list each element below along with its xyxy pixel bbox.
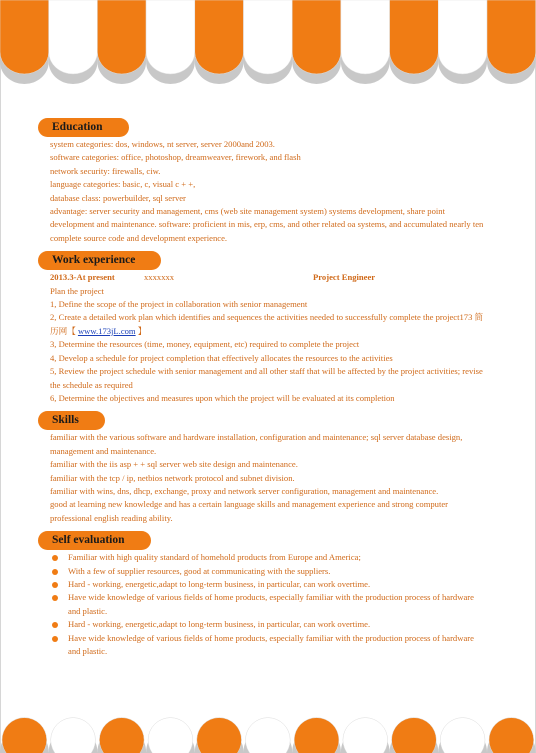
awning-scallop <box>51 718 96 753</box>
bullet-icon <box>52 595 58 601</box>
awning-stripe <box>341 0 390 74</box>
link-bracket: 】 <box>135 325 147 336</box>
awning-scallop <box>392 718 437 753</box>
education-header: Education <box>38 118 129 137</box>
work-section <box>36 251 486 405</box>
list-item <box>52 591 486 618</box>
skills-header: Skills <box>38 411 105 430</box>
awning-stripe <box>292 0 341 74</box>
resume-content <box>36 118 486 658</box>
awning-scallop <box>343 718 388 753</box>
list-item <box>52 551 486 564</box>
awning-stripe <box>97 0 146 74</box>
education-line: network security: firewalls, ciw. <box>50 165 161 176</box>
education-line: database class: powerbuilder, sql server <box>50 192 186 203</box>
job-date: 2013.3-At present <box>50 272 115 283</box>
work-item: 4, Develop a schedule for project completion that effectively allocates the resources to the activities <box>50 352 393 363</box>
skill-line: familiar with wins, dns, dhcp, exchange, proxy and network server configuration, management and maintenance. <box>50 485 439 496</box>
awning-scallop <box>440 718 485 753</box>
work-item: 3, Determine the resources (time, money, equipment, etc) required to complete the project <box>50 339 360 350</box>
education-line: language categories: basic, c, visual c + +, <box>50 179 196 190</box>
self-evaluation-section <box>36 531 486 658</box>
job-company: xxxxxxx <box>144 272 175 283</box>
bullet-icon <box>52 569 58 575</box>
list-item <box>52 632 486 659</box>
self-evaluation-header: Self evaluation <box>38 531 151 550</box>
awning-scallop <box>489 718 534 753</box>
awning-stripe <box>0 0 49 74</box>
work-body <box>36 271 486 405</box>
list-item-text: With a few of supplier resources, good at communicating with the suppliers. <box>68 565 331 576</box>
awning-scallop <box>246 718 291 753</box>
awning-top-decoration <box>0 0 536 90</box>
awning-stripe <box>195 0 244 74</box>
work-item <box>50 311 486 338</box>
skills-section <box>36 411 486 525</box>
education-line: advantage: server security and management, cms (web site management system) systems development, share point development and maintenance. software: proficient in mis, erp, cms, and other related oa systems, and accumulated nearly ten complete source code and development experience. <box>50 206 484 243</box>
work-item: 1, Define the scope of the project in collaboration with senior management <box>50 299 308 310</box>
work-header: Work experience <box>38 251 161 270</box>
list-item-text: Have wide knowledge of various fields of home products, especially familiar with the production process of hardware and plastic. <box>68 632 474 656</box>
bullet-icon <box>52 582 58 588</box>
bullet-icon <box>52 636 58 642</box>
work-item-text: 2, Create a detailed work plan which identifies and sequences the activities needed to successfully complete the project173 简历网【 <box>50 312 484 336</box>
awning-scallop <box>294 718 339 753</box>
list-item-text: Hard - working, energetic,adapt to long-term business, in particular, can work overtime. <box>68 578 371 589</box>
skills-body <box>36 431 486 525</box>
awning-scallop <box>2 718 47 753</box>
awning-bottom-decoration <box>0 708 536 753</box>
awning-stripe <box>487 0 536 74</box>
awning-stripe <box>438 0 487 74</box>
list-item <box>52 618 486 631</box>
skill-line: familiar with the tcp / ip, netbios network protocol and subnet division. <box>50 472 295 483</box>
work-intro: Plan the project <box>50 285 104 296</box>
bullet-icon <box>52 622 58 628</box>
work-item: 5, Review the project schedule with senior management and all other staff that will be affected by the project activities; revise the schedule as required <box>50 366 483 390</box>
self-evaluation-list <box>36 551 486 658</box>
resume-site-link[interactable]: www.173jL.com <box>77 325 136 336</box>
list-item <box>52 578 486 591</box>
awning-scallop <box>197 718 242 753</box>
list-item <box>52 565 486 578</box>
list-item-text: Have wide knowledge of various fields of home products, especially familiar with the production process of hardware and plastic. <box>68 592 474 616</box>
list-item-text: Hard - working, energetic,adapt to long-term business, in particular, can work overtime. <box>68 619 371 630</box>
skill-line: familiar with the various software and hardware installation, configuration and maintenance; sql server database design, management and maintenance. <box>50 432 463 456</box>
education-body <box>36 138 486 245</box>
awning-scallop <box>99 718 144 753</box>
bullet-icon <box>52 555 58 561</box>
work-item: 6, Determine the objectives and measures upon which the project will be evaluated at its completion <box>50 392 395 403</box>
awning-stripe <box>390 0 439 74</box>
awning-stripe <box>49 0 98 74</box>
awning-scallop <box>148 718 193 753</box>
skill-line: good at learning new knowledge and has a certain language skills and management experience and strong computer professional english reading ability. <box>50 499 449 523</box>
job-row <box>50 271 486 284</box>
job-title: Project Engineer <box>313 272 376 283</box>
skill-line: familiar with the iis asp + + sql server web site design and maintenance. <box>50 459 298 470</box>
education-line: system categories: dos, windows, nt server, server 2000and 2003. <box>50 139 275 149</box>
education-section <box>36 118 486 245</box>
education-line: software categories: office, photoshop, dreamweaver, firework, and flash <box>50 152 301 163</box>
awning-stripe <box>244 0 293 74</box>
awning-stripe <box>146 0 195 74</box>
list-item-text: Familiar with high quality standard of homehold products from Europe and America; <box>68 552 361 563</box>
